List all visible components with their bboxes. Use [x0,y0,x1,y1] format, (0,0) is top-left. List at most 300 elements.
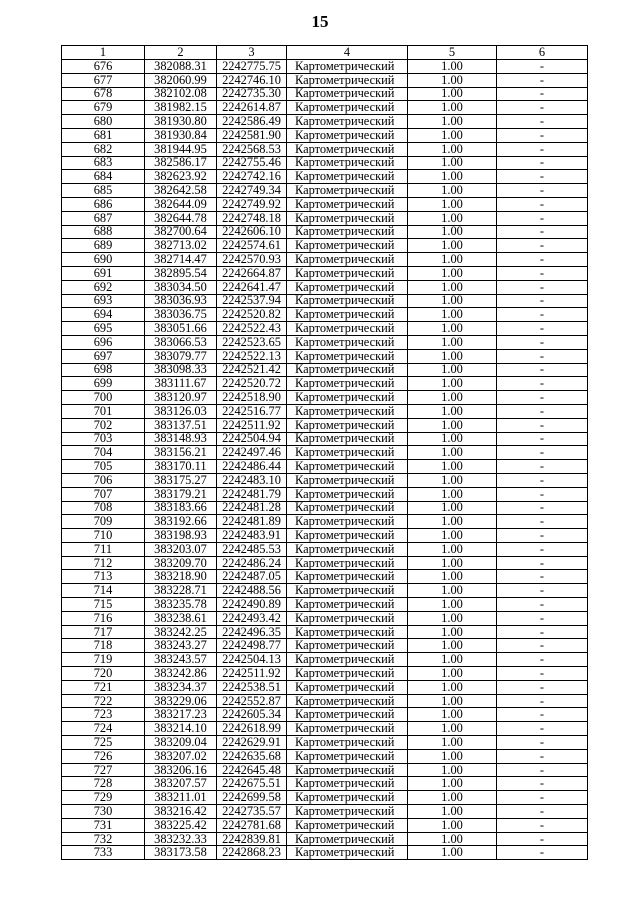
table-body [62,46,588,860]
point-number-cell: 719 [62,653,145,667]
page-number: 15 [311,12,329,31]
accuracy-cell: 1.00 [408,432,497,446]
table-row [62,101,588,115]
table-row [62,73,588,87]
note-cell: - [497,473,588,487]
accuracy-cell: 1.00 [408,680,497,694]
x-coordinate-cell: 383051.66 [145,322,217,336]
note-cell: - [497,584,588,598]
y-coordinate-cell: 2242520.72 [217,377,287,391]
table-row [62,611,588,625]
column-header: 1 [62,46,145,60]
y-coordinate-cell: 2242483.91 [217,529,287,543]
point-number-cell: 723 [62,708,145,722]
note-cell: - [497,598,588,612]
note-cell: - [497,818,588,832]
point-number-cell: 681 [62,128,145,142]
note-cell: - [497,542,588,556]
y-coordinate-cell: 2242735.30 [217,87,287,101]
x-coordinate-cell: 382623.92 [145,170,217,184]
y-coordinate-cell: 2242742.16 [217,170,287,184]
column-header: 3 [217,46,287,60]
y-coordinate-cell: 2242504.94 [217,432,287,446]
accuracy-cell: 1.00 [408,791,497,805]
table-row [62,680,588,694]
method-cell: Картометрический [287,73,408,87]
x-coordinate-cell: 383229.06 [145,694,217,708]
point-number-cell: 725 [62,736,145,750]
table-row [62,253,588,267]
point-number-cell: 729 [62,791,145,805]
method-cell: Картометрический [287,156,408,170]
note-cell: - [497,501,588,515]
method-cell: Картометрический [287,142,408,156]
accuracy-cell: 1.00 [408,211,497,225]
x-coordinate-cell: 383148.93 [145,432,217,446]
x-coordinate-cell: 382060.99 [145,73,217,87]
x-coordinate-cell: 383207.57 [145,777,217,791]
method-cell: Картометрический [287,404,408,418]
x-coordinate-cell: 383209.70 [145,556,217,570]
x-coordinate-cell: 383218.90 [145,570,217,584]
y-coordinate-cell: 2242775.75 [217,60,287,74]
accuracy-cell: 1.00 [408,280,497,294]
table-row [62,87,588,101]
table-row [62,708,588,722]
x-coordinate-cell: 383242.86 [145,667,217,681]
accuracy-cell: 1.00 [408,529,497,543]
note-cell: - [497,349,588,363]
y-coordinate-cell: 2242605.34 [217,708,287,722]
y-coordinate-cell: 2242746.10 [217,73,287,87]
table-row [62,115,588,129]
table-row [62,570,588,584]
table-row [62,211,588,225]
accuracy-cell: 1.00 [408,128,497,142]
x-coordinate-cell: 381930.80 [145,115,217,129]
table-row [62,128,588,142]
method-cell: Картометрический [287,763,408,777]
method-cell: Картометрический [287,60,408,74]
accuracy-cell: 1.00 [408,763,497,777]
table-row [62,818,588,832]
point-number-cell: 682 [62,142,145,156]
table-row [62,501,588,515]
note-cell: - [497,101,588,115]
method-cell: Картометрический [287,529,408,543]
point-number-cell: 733 [62,846,145,860]
table-row [62,404,588,418]
note-cell: - [497,225,588,239]
point-number-cell: 691 [62,266,145,280]
x-coordinate-cell: 382714.47 [145,253,217,267]
note-cell: - [497,142,588,156]
x-coordinate-cell: 383238.61 [145,611,217,625]
method-cell: Картометрический [287,239,408,253]
x-coordinate-cell: 383170.11 [145,460,217,474]
method-cell: Картометрический [287,253,408,267]
table-row [62,184,588,198]
y-coordinate-cell: 2242493.42 [217,611,287,625]
point-number-cell: 709 [62,515,145,529]
accuracy-cell: 1.00 [408,598,497,612]
point-number-cell: 694 [62,308,145,322]
table-row [62,542,588,556]
point-number-cell: 684 [62,170,145,184]
method-cell: Картометрический [287,473,408,487]
accuracy-cell: 1.00 [408,197,497,211]
accuracy-cell: 1.00 [408,253,497,267]
x-coordinate-cell: 381930.84 [145,128,217,142]
x-coordinate-cell: 383235.78 [145,598,217,612]
x-coordinate-cell: 382700.64 [145,225,217,239]
method-cell: Картометрический [287,101,408,115]
point-number-cell: 699 [62,377,145,391]
point-number-cell: 724 [62,722,145,736]
x-coordinate-cell: 383079.77 [145,349,217,363]
note-cell: - [497,115,588,129]
x-coordinate-cell: 383225.42 [145,818,217,832]
accuracy-cell: 1.00 [408,322,497,336]
note-cell: - [497,736,588,750]
accuracy-cell: 1.00 [408,570,497,584]
y-coordinate-cell: 2242749.92 [217,197,287,211]
note-cell: - [497,432,588,446]
method-cell: Картометрический [287,818,408,832]
accuracy-cell: 1.00 [408,60,497,74]
accuracy-cell: 1.00 [408,473,497,487]
accuracy-cell: 1.00 [408,156,497,170]
point-number-cell: 677 [62,73,145,87]
accuracy-cell: 1.00 [408,363,497,377]
note-cell: - [497,184,588,198]
x-coordinate-cell: 382642.58 [145,184,217,198]
accuracy-cell: 1.00 [408,625,497,639]
note-cell: - [497,570,588,584]
table-row [62,335,588,349]
method-cell: Картометрический [287,432,408,446]
accuracy-cell: 1.00 [408,611,497,625]
accuracy-cell: 1.00 [408,391,497,405]
accuracy-cell: 1.00 [408,556,497,570]
point-number-cell: 678 [62,87,145,101]
method-cell: Картометрический [287,598,408,612]
method-cell: Картометрический [287,335,408,349]
note-cell: - [497,294,588,308]
accuracy-cell: 1.00 [408,818,497,832]
accuracy-cell: 1.00 [408,722,497,736]
table-row [62,170,588,184]
note-cell: - [497,625,588,639]
note-cell: - [497,60,588,74]
x-coordinate-cell: 382088.31 [145,60,217,74]
note-cell: - [497,87,588,101]
point-number-cell: 679 [62,101,145,115]
y-coordinate-cell: 2242586.49 [217,115,287,129]
y-coordinate-cell: 2242570.93 [217,253,287,267]
coordinates-table [61,45,588,860]
accuracy-cell: 1.00 [408,170,497,184]
x-coordinate-cell: 381944.95 [145,142,217,156]
point-number-cell: 686 [62,197,145,211]
note-cell: - [497,515,588,529]
y-coordinate-cell: 2242521.42 [217,363,287,377]
x-coordinate-cell: 383034.50 [145,280,217,294]
accuracy-cell: 1.00 [408,446,497,460]
y-coordinate-cell: 2242641.47 [217,280,287,294]
y-coordinate-cell: 2242645.48 [217,763,287,777]
accuracy-cell: 1.00 [408,584,497,598]
method-cell: Картометрический [287,349,408,363]
point-number-cell: 689 [62,239,145,253]
note-cell: - [497,446,588,460]
note-cell: - [497,377,588,391]
note-cell: - [497,280,588,294]
point-number-cell: 710 [62,529,145,543]
table-row [62,142,588,156]
method-cell: Картометрический [287,694,408,708]
note-cell: - [497,777,588,791]
x-coordinate-cell: 383156.21 [145,446,217,460]
table-row [62,749,588,763]
x-coordinate-cell: 382102.08 [145,87,217,101]
table-row [62,377,588,391]
method-cell: Картометрический [287,832,408,846]
x-coordinate-cell: 382644.78 [145,211,217,225]
note-cell: - [497,708,588,722]
accuracy-cell: 1.00 [408,225,497,239]
y-coordinate-cell: 2242522.13 [217,349,287,363]
y-coordinate-cell: 2242481.28 [217,501,287,515]
table-row [62,432,588,446]
y-coordinate-cell: 2242485.53 [217,542,287,556]
y-coordinate-cell: 2242496.35 [217,625,287,639]
point-number-cell: 685 [62,184,145,198]
note-cell: - [497,832,588,846]
accuracy-cell: 1.00 [408,846,497,860]
accuracy-cell: 1.00 [408,487,497,501]
table-row [62,294,588,308]
point-number-cell: 711 [62,542,145,556]
x-coordinate-cell: 383198.93 [145,529,217,543]
table-row [62,239,588,253]
point-number-cell: 715 [62,598,145,612]
point-number-cell: 713 [62,570,145,584]
x-coordinate-cell: 383066.53 [145,335,217,349]
y-coordinate-cell: 2242537.94 [217,294,287,308]
note-cell: - [497,653,588,667]
y-coordinate-cell: 2242486.24 [217,556,287,570]
note-cell: - [497,391,588,405]
y-coordinate-cell: 2242735.57 [217,805,287,819]
accuracy-cell: 1.00 [408,115,497,129]
table-row [62,225,588,239]
point-number-cell: 692 [62,280,145,294]
note-cell: - [497,694,588,708]
point-number-cell: 708 [62,501,145,515]
accuracy-cell: 1.00 [408,639,497,653]
method-cell: Картометрический [287,363,408,377]
table-row [62,763,588,777]
table-row [62,529,588,543]
y-coordinate-cell: 2242552.87 [217,694,287,708]
method-cell: Картометрический [287,128,408,142]
table-row [62,197,588,211]
accuracy-cell: 1.00 [408,294,497,308]
point-number-cell: 693 [62,294,145,308]
note-cell: - [497,846,588,860]
column-header: 5 [408,46,497,60]
method-cell: Картометрический [287,487,408,501]
table-row [62,584,588,598]
table-row [62,639,588,653]
note-cell: - [497,363,588,377]
method-cell: Картометрический [287,736,408,750]
note-cell: - [497,308,588,322]
method-cell: Картометрический [287,391,408,405]
note-cell: - [497,722,588,736]
x-coordinate-cell: 383243.57 [145,653,217,667]
point-number-cell: 683 [62,156,145,170]
method-cell: Картометрический [287,625,408,639]
method-cell: Картометрический [287,777,408,791]
x-coordinate-cell: 383203.07 [145,542,217,556]
point-number-cell: 704 [62,446,145,460]
method-cell: Картометрический [287,446,408,460]
table-row [62,156,588,170]
method-cell: Картометрический [287,611,408,625]
table-row [62,653,588,667]
y-coordinate-cell: 2242755.46 [217,156,287,170]
y-coordinate-cell: 2242487.05 [217,570,287,584]
y-coordinate-cell: 2242699.58 [217,791,287,805]
accuracy-cell: 1.00 [408,87,497,101]
table-row [62,418,588,432]
table-row [62,473,588,487]
x-coordinate-cell: 383217.23 [145,708,217,722]
x-coordinate-cell: 383098.33 [145,363,217,377]
note-cell: - [497,680,588,694]
x-coordinate-cell: 383183.66 [145,501,217,515]
point-number-cell: 731 [62,818,145,832]
accuracy-cell: 1.00 [408,184,497,198]
point-number-cell: 698 [62,363,145,377]
y-coordinate-cell: 2242781.68 [217,818,287,832]
y-coordinate-cell: 2242749.34 [217,184,287,198]
accuracy-cell: 1.00 [408,349,497,363]
note-cell: - [497,322,588,336]
accuracy-cell: 1.00 [408,266,497,280]
note-cell: - [497,73,588,87]
table-row [62,832,588,846]
method-cell: Картометрический [287,418,408,432]
y-coordinate-cell: 2242581.90 [217,128,287,142]
point-number-cell: 701 [62,404,145,418]
point-number-cell: 697 [62,349,145,363]
table-row [62,846,588,860]
method-cell: Картометрический [287,322,408,336]
y-coordinate-cell: 2242568.53 [217,142,287,156]
x-coordinate-cell: 382644.09 [145,197,217,211]
point-number-cell: 696 [62,335,145,349]
point-number-cell: 703 [62,432,145,446]
method-cell: Картометрический [287,556,408,570]
method-cell: Картометрический [287,570,408,584]
y-coordinate-cell: 2242522.43 [217,322,287,336]
note-cell: - [497,197,588,211]
x-coordinate-cell: 383243.27 [145,639,217,653]
note-cell: - [497,211,588,225]
y-coordinate-cell: 2242488.56 [217,584,287,598]
method-cell: Картометрический [287,308,408,322]
x-coordinate-cell: 383214.10 [145,722,217,736]
table-header-row [62,46,588,60]
note-cell: - [497,239,588,253]
table-row [62,460,588,474]
point-number-cell: 730 [62,805,145,819]
table-row [62,694,588,708]
table-row [62,280,588,294]
x-coordinate-cell: 383211.01 [145,791,217,805]
method-cell: Картометрический [287,87,408,101]
x-coordinate-cell: 382895.54 [145,266,217,280]
method-cell: Картометрический [287,584,408,598]
point-number-cell: 676 [62,60,145,74]
y-coordinate-cell: 2242511.92 [217,667,287,681]
table-row [62,625,588,639]
method-cell: Картометрический [287,653,408,667]
y-coordinate-cell: 2242675.51 [217,777,287,791]
table-row [62,487,588,501]
accuracy-cell: 1.00 [408,832,497,846]
accuracy-cell: 1.00 [408,653,497,667]
y-coordinate-cell: 2242518.90 [217,391,287,405]
table-row [62,598,588,612]
point-number-cell: 687 [62,211,145,225]
accuracy-cell: 1.00 [408,749,497,763]
table-row [62,736,588,750]
note-cell: - [497,529,588,543]
method-cell: Картометрический [287,197,408,211]
point-number-cell: 707 [62,487,145,501]
note-cell: - [497,253,588,267]
accuracy-cell: 1.00 [408,460,497,474]
x-coordinate-cell: 383232.33 [145,832,217,846]
y-coordinate-cell: 2242511.92 [217,418,287,432]
point-number-cell: 712 [62,556,145,570]
note-cell: - [497,404,588,418]
point-number-cell: 705 [62,460,145,474]
y-coordinate-cell: 2242635.68 [217,749,287,763]
point-number-cell: 700 [62,391,145,405]
point-number-cell: 716 [62,611,145,625]
accuracy-cell: 1.00 [408,308,497,322]
y-coordinate-cell: 2242486.44 [217,460,287,474]
method-cell: Картометрический [287,667,408,681]
method-cell: Картометрический [287,184,408,198]
y-coordinate-cell: 2242520.82 [217,308,287,322]
x-coordinate-cell: 382586.17 [145,156,217,170]
point-number-cell: 680 [62,115,145,129]
accuracy-cell: 1.00 [408,667,497,681]
note-cell: - [497,556,588,570]
table-row [62,556,588,570]
note-cell: - [497,805,588,819]
method-cell: Картометрический [287,805,408,819]
y-coordinate-cell: 2242538.51 [217,680,287,694]
y-coordinate-cell: 2242618.99 [217,722,287,736]
point-number-cell: 720 [62,667,145,681]
